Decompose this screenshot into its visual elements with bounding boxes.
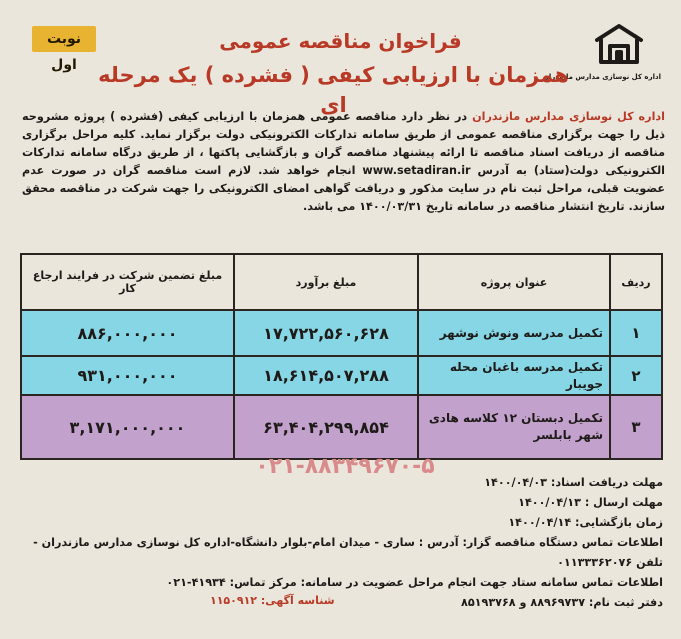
- logo-caption: اداره کل نوسازی مدارس مازندران: [542, 73, 661, 81]
- setad-contact-info: اطلاعات تماس سامانه ستاد جهت انجام مراحل عضویت در سامانه: مرکز تماس: ۴۱۹۳۴-۰۲۱: [166, 576, 663, 589]
- header-row-number: ردیف: [610, 254, 662, 310]
- header-guarantee: مبلغ تضمین شرکت در فرایند ارجاع کار: [21, 254, 234, 310]
- guarantee-amount: ۸۸۶,۰۰۰,۰۰۰: [21, 310, 234, 356]
- submission-deadline: مهلت ارسال : ۱۴۰۰/۰۴/۱۳: [518, 496, 663, 509]
- notice-subtitle: همزمان با ارزیابی کیفی ( فشرده ) یک مرحله ای: [98, 63, 569, 117]
- watermark-phone: ۰۲۱-۸۸۳۴۹۶۷۰-۵: [255, 454, 435, 479]
- row-number: ۲: [610, 356, 662, 395]
- row-number: ۳: [610, 395, 662, 459]
- document-receipt-deadline: مهلت دریافت اسناد: ۱۴۰۰/۰۴/۰۳: [484, 476, 663, 489]
- notice-round-badge: نوبت اول: [32, 26, 96, 52]
- intro-paragraph: [22, 108, 665, 216]
- header-project-title: عنوان پروژه: [418, 254, 610, 310]
- table-row: [21, 310, 662, 356]
- header-estimate: مبلغ برآورد: [234, 254, 418, 310]
- opening-date: زمان بازگشایی: ۱۴۰۰/۰۴/۱۴: [508, 516, 663, 529]
- intro-body: در نظر دارد مناقصه عمومی همزمان با ارزیابی کیفی (فشرده ) پروژه مشروحه ذیل را جهت برگزاری مناقصه عمومی از طریق سامانه تدارکات الکترونیکی دولت برگزار نماید. کلیه مراحل برگزاری مناقصه از دریافت اسناد مناقصه تا ارائه پیشنهاد مناقصه گران و بازگشایی پاکتها ، از طریق درگاه سامانه تدارکات الکترونیکی دولت(ستاد) به آدرس www.setadiran.ir انجام خواهد شد. لازم است مناقصه گران در صورت عدم عضویت قبلی، مراحل ثبت نام در سایت مذکور و دریافت گواهی امضای الکترونیکی را جهت شرکت در مناقصه محقق سازند. تاریخ انتشار مناقصه در سامانه تاریخ ۱۴۰۰/۰۳/۳۱ می باشد.: [22, 110, 665, 213]
- project-title: تکمیل دبستان ۱۲ کلاسه هادی شهر بابلسر: [418, 395, 610, 459]
- guarantee-amount: ۹۳۱,۰۰۰,۰۰۰: [21, 356, 234, 395]
- row-number: ۱: [610, 310, 662, 356]
- organization-logo: [542, 22, 661, 82]
- estimate-amount: ۱۸,۶۱۴,۵۰۷,۲۸۸: [234, 356, 418, 395]
- project-title: تکمیل مدرسه ونوش نوشهر: [418, 310, 610, 356]
- tender-details: [22, 473, 663, 613]
- intro-organization: اداره کل نوسازی مدارس مازندران: [472, 110, 665, 123]
- estimate-amount: ۱۷,۷۲۲,۵۶۰,۶۲۸: [234, 310, 418, 356]
- contact-info: اطلاعات تماس دستگاه مناقصه گزار: آدرس : ساری - میدان امام-بلوار دانشگاه-اداره کل نوسازی مدارس مازندران - تلفن ۰۱۱۳۳۳۶۲۰۷۶: [33, 536, 663, 569]
- school-renovation-logo-icon: [593, 22, 645, 68]
- registry-office: دفتر ثبت نام: ۸۸۹۶۹۷۳۷ و ۸۵۱۹۳۷۶۸: [461, 596, 663, 609]
- table-row: [21, 395, 662, 459]
- table-header-row: [21, 254, 662, 310]
- guarantee-amount: ۳,۱۷۱,۰۰۰,۰۰۰: [21, 395, 234, 459]
- ad-id: شناسه آگهی: ۱۱۵۰۹۱۲: [210, 594, 335, 607]
- projects-table: [20, 253, 663, 460]
- notice-title: فراخوان مناقصه عمومی: [219, 29, 462, 53]
- table-row: [21, 356, 662, 395]
- project-title: تکمیل مدرسه باغبان محله جویبار: [418, 356, 610, 395]
- estimate-amount: ۶۳,۴۰۴,۲۹۹,۸۵۴: [234, 395, 418, 459]
